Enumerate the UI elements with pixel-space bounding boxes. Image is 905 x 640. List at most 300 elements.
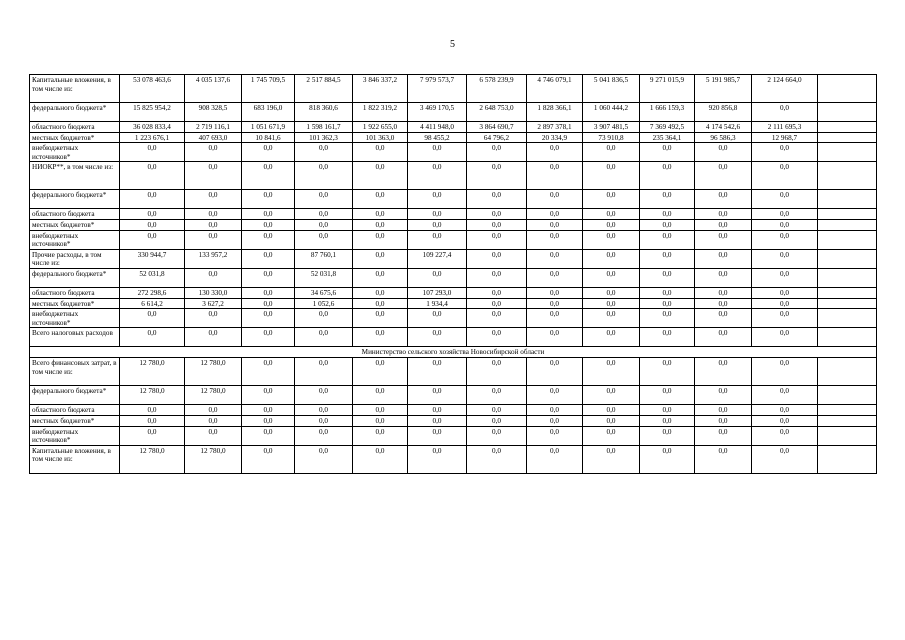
value-cell: 0,0 xyxy=(583,190,640,209)
row-label: федерального бюджета* xyxy=(30,268,120,287)
value-cell: 0,0 xyxy=(527,445,583,473)
value-cell: 0,0 xyxy=(408,230,467,249)
value-cell: 0,0 xyxy=(408,209,467,220)
value-cell: 235 364,1 xyxy=(640,132,695,143)
table-row xyxy=(30,230,877,249)
table-row xyxy=(30,298,877,309)
value-cell: 0,0 xyxy=(640,328,695,347)
value-cell: 0,0 xyxy=(353,249,408,268)
value-cell: 0,0 xyxy=(467,230,527,249)
row-label: федерального бюджета* xyxy=(30,386,120,405)
value-cell: 3 469 170,5 xyxy=(408,103,467,122)
row-label: внебюджетных источников* xyxy=(30,143,120,162)
value-cell xyxy=(818,358,877,386)
table-row xyxy=(30,386,877,405)
value-cell: 908 328,5 xyxy=(185,103,242,122)
value-cell: 0,0 xyxy=(353,386,408,405)
row-label: внебюджетных источников* xyxy=(30,426,120,445)
table-row xyxy=(30,415,877,426)
row-label: федерального бюджета* xyxy=(30,190,120,209)
value-cell: 6 578 239,9 xyxy=(467,75,527,103)
value-cell: 109 227,4 xyxy=(408,249,467,268)
value-cell xyxy=(818,268,877,287)
value-cell: 0,0 xyxy=(353,268,408,287)
table-body xyxy=(30,75,877,474)
value-cell: 0,0 xyxy=(295,143,353,162)
row-label: областного бюджета xyxy=(30,209,120,220)
value-cell: 1 598 161,7 xyxy=(295,122,353,133)
value-cell: 0,0 xyxy=(242,190,295,209)
value-cell: 0,0 xyxy=(353,162,408,190)
table-row xyxy=(30,309,877,328)
value-cell: 0,0 xyxy=(353,219,408,230)
value-cell: 0,0 xyxy=(242,358,295,386)
value-cell: 0,0 xyxy=(640,268,695,287)
value-cell: 0,0 xyxy=(353,405,408,416)
value-cell: 0,0 xyxy=(583,386,640,405)
value-cell: 0,0 xyxy=(640,143,695,162)
value-cell: 1 922 655,0 xyxy=(353,122,408,133)
value-cell: 0,0 xyxy=(527,298,583,309)
value-cell: 0,0 xyxy=(640,249,695,268)
value-cell: 0,0 xyxy=(695,287,752,298)
value-cell: 0,0 xyxy=(583,230,640,249)
value-cell: 73 910,8 xyxy=(583,132,640,143)
value-cell: 107 293,0 xyxy=(408,287,467,298)
value-cell: 0,0 xyxy=(120,328,185,347)
value-cell: 0,0 xyxy=(120,415,185,426)
row-label: Всего налоговых расходов xyxy=(30,328,120,347)
value-cell: 0,0 xyxy=(583,415,640,426)
value-cell xyxy=(818,132,877,143)
value-cell: 0,0 xyxy=(467,445,527,473)
value-cell: 0,0 xyxy=(695,219,752,230)
value-cell: 0,0 xyxy=(583,287,640,298)
value-cell: 0,0 xyxy=(527,219,583,230)
value-cell: 0,0 xyxy=(408,445,467,473)
value-cell: 920 856,8 xyxy=(695,103,752,122)
value-cell: 0,0 xyxy=(353,328,408,347)
value-cell xyxy=(818,426,877,445)
value-cell: 0,0 xyxy=(408,219,467,230)
value-cell: 0,0 xyxy=(752,445,818,473)
value-cell: 0,0 xyxy=(752,405,818,416)
value-cell: 0,0 xyxy=(120,190,185,209)
value-cell: 0,0 xyxy=(295,426,353,445)
value-cell: 0,0 xyxy=(640,386,695,405)
value-cell: 0,0 xyxy=(695,230,752,249)
value-cell: 0,0 xyxy=(640,426,695,445)
value-cell: 0,0 xyxy=(695,426,752,445)
value-cell: 0,0 xyxy=(695,209,752,220)
value-cell: 12 968,7 xyxy=(752,132,818,143)
value-cell: 0,0 xyxy=(640,298,695,309)
value-cell: 1 745 709,5 xyxy=(242,75,295,103)
value-cell: 0,0 xyxy=(467,209,527,220)
value-cell: 0,0 xyxy=(752,209,818,220)
value-cell: 0,0 xyxy=(583,219,640,230)
row-label: Капитальные вложения, в том числе из: xyxy=(30,75,120,103)
value-cell xyxy=(818,386,877,405)
value-cell: 0,0 xyxy=(752,309,818,328)
value-cell: 0,0 xyxy=(185,190,242,209)
value-cell: 0,0 xyxy=(120,309,185,328)
value-cell: 0,0 xyxy=(185,426,242,445)
table-row xyxy=(30,426,877,445)
value-cell: 3 907 481,5 xyxy=(583,122,640,133)
value-cell: 0,0 xyxy=(242,219,295,230)
page-number: 5 xyxy=(450,39,455,50)
value-cell: 0,0 xyxy=(295,358,353,386)
value-cell: 0,0 xyxy=(408,162,467,190)
value-cell: 407 693,0 xyxy=(185,132,242,143)
value-cell: 0,0 xyxy=(242,426,295,445)
value-cell: 0,0 xyxy=(695,190,752,209)
table-row xyxy=(30,143,877,162)
row-label: местных бюджетов* xyxy=(30,415,120,426)
value-cell: 3 627,2 xyxy=(185,298,242,309)
value-cell: 0,0 xyxy=(242,445,295,473)
value-cell: 0,0 xyxy=(583,249,640,268)
value-cell: 0,0 xyxy=(752,219,818,230)
value-cell: 0,0 xyxy=(583,143,640,162)
value-cell: 6 614,2 xyxy=(120,298,185,309)
value-cell: 0,0 xyxy=(408,309,467,328)
value-cell: 2 517 884,5 xyxy=(295,75,353,103)
value-cell: 0,0 xyxy=(408,405,467,416)
value-cell: 0,0 xyxy=(752,230,818,249)
value-cell: 0,0 xyxy=(527,268,583,287)
value-cell: 0,0 xyxy=(527,405,583,416)
value-cell: 0,0 xyxy=(467,405,527,416)
row-label: Прочие расходы, в том числе из: xyxy=(30,249,120,268)
value-cell: 0,0 xyxy=(408,143,467,162)
value-cell: 0,0 xyxy=(120,426,185,445)
value-cell: 0,0 xyxy=(242,298,295,309)
value-cell: 0,0 xyxy=(527,209,583,220)
value-cell: 12 780,0 xyxy=(185,386,242,405)
value-cell: 0,0 xyxy=(185,328,242,347)
value-cell: 0,0 xyxy=(353,287,408,298)
table-row xyxy=(30,209,877,220)
value-cell: 0,0 xyxy=(695,358,752,386)
value-cell: 0,0 xyxy=(295,405,353,416)
value-cell: 4 746 079,1 xyxy=(527,75,583,103)
value-cell: 0,0 xyxy=(120,162,185,190)
value-cell: 0,0 xyxy=(295,309,353,328)
value-cell xyxy=(818,415,877,426)
row-label: Всего финансовых затрат, в том числе из: xyxy=(30,358,120,386)
value-cell: 2 648 753,0 xyxy=(467,103,527,122)
value-cell: 0,0 xyxy=(527,287,583,298)
value-cell: 0,0 xyxy=(185,268,242,287)
value-cell: 0,0 xyxy=(185,415,242,426)
value-cell: 0,0 xyxy=(583,358,640,386)
value-cell: 0,0 xyxy=(185,309,242,328)
value-cell: 0,0 xyxy=(583,405,640,416)
value-cell: 0,0 xyxy=(583,162,640,190)
value-cell: 34 675,6 xyxy=(295,287,353,298)
value-cell: 5 191 985,7 xyxy=(695,75,752,103)
value-cell: 0,0 xyxy=(752,249,818,268)
value-cell: 2 897 378,1 xyxy=(527,122,583,133)
value-cell xyxy=(818,122,877,133)
row-label: федерального бюджета* xyxy=(30,103,120,122)
value-cell: 0,0 xyxy=(353,415,408,426)
value-cell: 0,0 xyxy=(353,190,408,209)
value-cell xyxy=(818,249,877,268)
value-cell xyxy=(818,209,877,220)
value-cell: 0,0 xyxy=(467,268,527,287)
value-cell: 9 271 015,9 xyxy=(640,75,695,103)
table-row xyxy=(30,132,877,143)
value-cell: 0,0 xyxy=(242,309,295,328)
table-row xyxy=(30,75,877,103)
value-cell: 0,0 xyxy=(527,309,583,328)
value-cell: 12 780,0 xyxy=(120,358,185,386)
value-cell xyxy=(818,143,877,162)
value-cell: 0,0 xyxy=(467,219,527,230)
value-cell: 0,0 xyxy=(295,386,353,405)
value-cell: 0,0 xyxy=(640,230,695,249)
value-cell: 0,0 xyxy=(295,162,353,190)
value-cell: 0,0 xyxy=(467,162,527,190)
value-cell: 0,0 xyxy=(353,230,408,249)
value-cell: 0,0 xyxy=(295,328,353,347)
value-cell: 0,0 xyxy=(408,190,467,209)
table-row xyxy=(30,328,877,347)
value-cell: 53 078 463,6 xyxy=(120,75,185,103)
value-cell: 1 828 366,1 xyxy=(527,103,583,122)
value-cell: 0,0 xyxy=(752,298,818,309)
value-cell: 0,0 xyxy=(467,328,527,347)
value-cell: 0,0 xyxy=(527,328,583,347)
value-cell: 0,0 xyxy=(242,230,295,249)
value-cell: 0,0 xyxy=(242,268,295,287)
value-cell: 98 455,2 xyxy=(408,132,467,143)
row-label: местных бюджетов* xyxy=(30,132,120,143)
value-cell: 0,0 xyxy=(185,219,242,230)
value-cell: 0,0 xyxy=(242,162,295,190)
value-cell xyxy=(818,405,877,416)
row-label: внебюджетных источников* xyxy=(30,230,120,249)
table-row xyxy=(30,122,877,133)
value-cell: 7 369 492,5 xyxy=(640,122,695,133)
value-cell: 0,0 xyxy=(353,309,408,328)
value-cell: 20 334,9 xyxy=(527,132,583,143)
row-label: НИОКР**, в том числе из: xyxy=(30,162,120,190)
value-cell: 3 864 690,7 xyxy=(467,122,527,133)
value-cell: 101 363,0 xyxy=(353,132,408,143)
value-cell: 0,0 xyxy=(467,358,527,386)
value-cell: 0,0 xyxy=(527,426,583,445)
value-cell: 0,0 xyxy=(583,426,640,445)
value-cell: 683 196,0 xyxy=(242,103,295,122)
value-cell: 0,0 xyxy=(408,358,467,386)
row-label: местных бюджетов* xyxy=(30,298,120,309)
value-cell: 4 174 542,6 xyxy=(695,122,752,133)
value-cell: 1 223 676,1 xyxy=(120,132,185,143)
value-cell xyxy=(818,328,877,347)
value-cell: 36 028 833,4 xyxy=(120,122,185,133)
value-cell: 0,0 xyxy=(120,209,185,220)
value-cell: 0,0 xyxy=(242,328,295,347)
value-cell: 0,0 xyxy=(527,386,583,405)
value-cell: 0,0 xyxy=(695,405,752,416)
value-cell: 2 719 116,1 xyxy=(185,122,242,133)
value-cell: 0,0 xyxy=(752,415,818,426)
value-cell: 0,0 xyxy=(752,328,818,347)
value-cell: 0,0 xyxy=(353,143,408,162)
value-cell: 0,0 xyxy=(467,249,527,268)
value-cell: 0,0 xyxy=(353,358,408,386)
value-cell: 0,0 xyxy=(640,209,695,220)
value-cell: 133 957,2 xyxy=(185,249,242,268)
value-cell: 0,0 xyxy=(185,209,242,220)
value-cell: 0,0 xyxy=(695,415,752,426)
value-cell: 0,0 xyxy=(527,162,583,190)
row-label: областного бюджета xyxy=(30,122,120,133)
value-cell: 0,0 xyxy=(242,287,295,298)
value-cell: 0,0 xyxy=(242,386,295,405)
value-cell: 0,0 xyxy=(695,386,752,405)
value-cell: 0,0 xyxy=(185,405,242,416)
value-cell: 0,0 xyxy=(353,209,408,220)
table-row xyxy=(30,445,877,473)
value-cell: 4 035 137,6 xyxy=(185,75,242,103)
value-cell: 0,0 xyxy=(583,268,640,287)
value-cell: 2 124 664,0 xyxy=(752,75,818,103)
value-cell: 0,0 xyxy=(695,268,752,287)
value-cell: 0,0 xyxy=(695,298,752,309)
value-cell: 0,0 xyxy=(752,358,818,386)
value-cell: 0,0 xyxy=(185,143,242,162)
budget-table xyxy=(29,74,877,474)
value-cell: 1 060 444,2 xyxy=(583,103,640,122)
value-cell: 0,0 xyxy=(295,190,353,209)
value-cell: 0,0 xyxy=(752,162,818,190)
value-cell: 0,0 xyxy=(467,287,527,298)
value-cell: 0,0 xyxy=(527,358,583,386)
value-cell: 0,0 xyxy=(640,219,695,230)
value-cell xyxy=(818,103,877,122)
value-cell: 4 411 948,0 xyxy=(408,122,467,133)
value-cell: 0,0 xyxy=(353,298,408,309)
value-cell: 0,0 xyxy=(295,209,353,220)
section-title: Министерство сельского хозяйства Новосибирской области xyxy=(30,347,877,358)
value-cell: 0,0 xyxy=(295,445,353,473)
value-cell: 0,0 xyxy=(120,405,185,416)
value-cell: 12 780,0 xyxy=(185,445,242,473)
value-cell: 0,0 xyxy=(752,190,818,209)
value-cell: 12 780,0 xyxy=(120,386,185,405)
value-cell: 0,0 xyxy=(120,230,185,249)
value-cell: 0,0 xyxy=(583,209,640,220)
value-cell: 1 822 319,2 xyxy=(353,103,408,122)
value-cell: 0,0 xyxy=(408,268,467,287)
value-cell: 12 780,0 xyxy=(120,445,185,473)
value-cell: 0,0 xyxy=(408,328,467,347)
table-row xyxy=(30,358,877,386)
value-cell: 0,0 xyxy=(527,190,583,209)
value-cell: 12 780,0 xyxy=(185,358,242,386)
value-cell: 0,0 xyxy=(242,143,295,162)
table-row xyxy=(30,219,877,230)
value-cell xyxy=(818,230,877,249)
value-cell: 0,0 xyxy=(185,162,242,190)
value-cell: 1 934,4 xyxy=(408,298,467,309)
value-cell: 0,0 xyxy=(583,445,640,473)
value-cell: 10 841,6 xyxy=(242,132,295,143)
table-row xyxy=(30,249,877,268)
value-cell: 1 051 671,9 xyxy=(242,122,295,133)
value-cell: 0,0 xyxy=(408,386,467,405)
value-cell: 0,0 xyxy=(752,143,818,162)
value-cell: 0,0 xyxy=(408,426,467,445)
value-cell: 0,0 xyxy=(752,268,818,287)
value-cell: 0,0 xyxy=(695,309,752,328)
value-cell: 0,0 xyxy=(640,405,695,416)
value-cell xyxy=(818,219,877,230)
row-label: областного бюджета xyxy=(30,405,120,416)
value-cell: 5 041 836,5 xyxy=(583,75,640,103)
value-cell: 0,0 xyxy=(120,219,185,230)
value-cell: 272 298,6 xyxy=(120,287,185,298)
table-row xyxy=(30,103,877,122)
value-cell: 0,0 xyxy=(120,143,185,162)
value-cell xyxy=(818,287,877,298)
value-cell: 0,0 xyxy=(640,287,695,298)
value-cell: 0,0 xyxy=(527,143,583,162)
value-cell: 0,0 xyxy=(695,162,752,190)
value-cell xyxy=(818,298,877,309)
value-cell: 52 031,8 xyxy=(295,268,353,287)
table-row xyxy=(30,162,877,190)
value-cell: 818 360,6 xyxy=(295,103,353,122)
value-cell: 0,0 xyxy=(640,309,695,328)
value-cell: 0,0 xyxy=(467,415,527,426)
value-cell: 0,0 xyxy=(695,445,752,473)
row-label: Капитальные вложения, в том числе из: xyxy=(30,445,120,473)
value-cell: 0,0 xyxy=(527,249,583,268)
value-cell xyxy=(818,190,877,209)
value-cell: 15 825 954,2 xyxy=(120,103,185,122)
value-cell: 64 796,2 xyxy=(467,132,527,143)
value-cell: 0,0 xyxy=(640,415,695,426)
row-label: местных бюджетов* xyxy=(30,219,120,230)
value-cell: 0,0 xyxy=(583,309,640,328)
value-cell: 0,0 xyxy=(353,426,408,445)
value-cell: 0,0 xyxy=(467,386,527,405)
value-cell: 1 666 159,3 xyxy=(640,103,695,122)
value-cell xyxy=(818,75,877,103)
row-label: внебюджетных источников* xyxy=(30,309,120,328)
value-cell: 0,0 xyxy=(640,190,695,209)
value-cell: 0,0 xyxy=(695,328,752,347)
value-cell: 87 760,1 xyxy=(295,249,353,268)
value-cell: 0,0 xyxy=(295,415,353,426)
table-row xyxy=(30,190,877,209)
value-cell: 0,0 xyxy=(640,162,695,190)
value-cell: 0,0 xyxy=(752,287,818,298)
value-cell: 0,0 xyxy=(752,103,818,122)
value-cell: 3 846 337,2 xyxy=(353,75,408,103)
value-cell xyxy=(818,445,877,473)
value-cell xyxy=(818,309,877,328)
value-cell: 1 052,6 xyxy=(295,298,353,309)
value-cell: 52 031,8 xyxy=(120,268,185,287)
section-row xyxy=(30,347,877,358)
